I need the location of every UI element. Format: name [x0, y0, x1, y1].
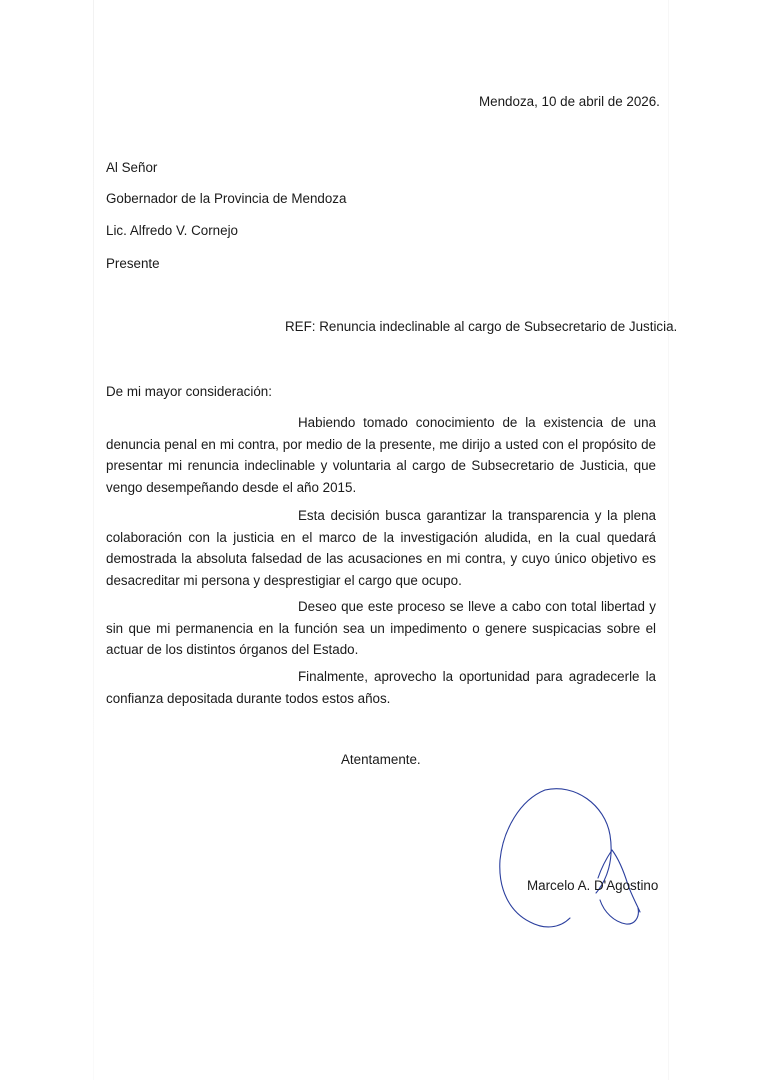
recipient-line-2: Gobernador de la Provincia de Mendoza	[106, 191, 347, 206]
paragraph-4-text: Finalmente, aprovecho la oportunidad para agradecerle la confianza depositada durante todos estos años.	[106, 669, 656, 706]
signer-name: Marcelo A. D'Agostino	[527, 878, 659, 893]
paragraph-3-text: Deseo que este proceso se lleve a cabo con total libertad y sin que mi permanencia en la función sea un impedimento o genere suspicacias sobre el actuar de los distintos órganos del Estado.	[106, 599, 656, 657]
signature-loop-stroke	[500, 789, 611, 927]
paragraph-3	[106, 596, 656, 661]
paragraph-1	[106, 412, 656, 498]
paragraph-1-text: Habiendo tomado conocimiento de la existencia de una denuncia penal en mi contra, por medio de la presente, me dirijo a usted con el propósito de presentar mi renuncia indeclinable y voluntaria al cargo de Subsecretario de Justicia, que vengo desempeñando desde el año 2015.	[106, 415, 656, 495]
paragraph-2	[106, 505, 656, 591]
paragraph-2-text: Esta decisión busca garantizar la transparencia y la plena colaboración con la justicia en el marco de la investigación aludida, en la cual quedará demostrada la absoluta falsedad de las acusaciones en mi contra, y cuyo único objetivo es desacreditar mi persona y desprestigiar el cargo que ocupo.	[106, 508, 656, 588]
closing: Atentamente.	[341, 752, 421, 767]
signature-tail-stroke	[600, 900, 638, 924]
date-line: Mendoza, 10 de abril de 2026.	[479, 94, 660, 109]
reference-line: REF: Renuncia indeclinable al cargo de Subsecretario de Justicia.	[285, 319, 678, 334]
paragraph-4	[106, 666, 656, 709]
scan-edge-right	[668, 0, 669, 1080]
recipient-line-1: Al Señor	[106, 160, 158, 175]
scan-edge-left	[93, 0, 94, 1080]
recipient-line-3: Lic. Alfredo V. Cornejo	[106, 223, 239, 238]
recipient-line-4: Presente	[106, 256, 160, 271]
salutation: De mi mayor consideración:	[106, 384, 272, 399]
